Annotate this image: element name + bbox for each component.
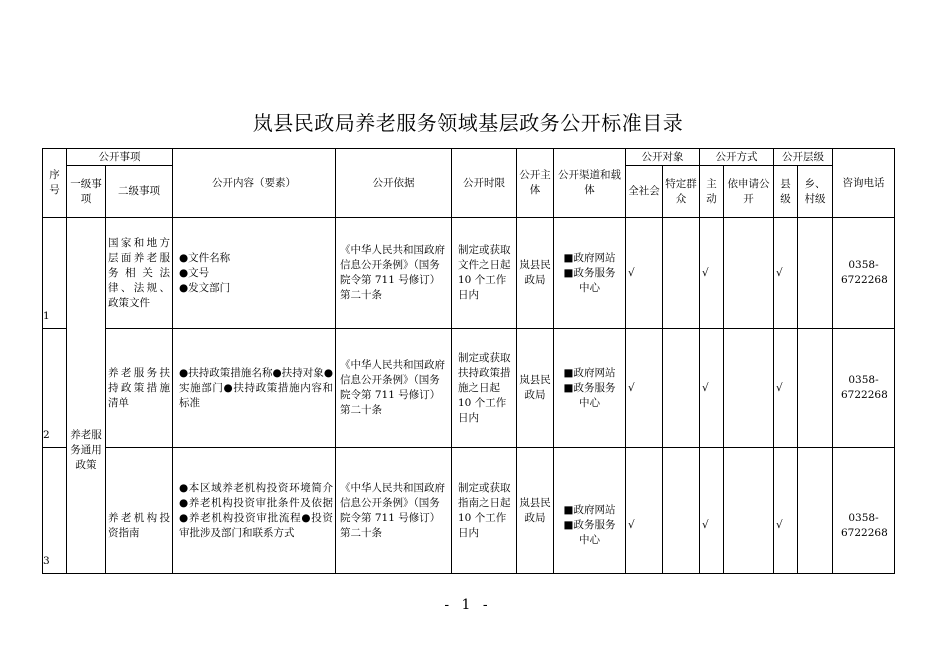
channel-service-center-2: 中心	[579, 534, 600, 546]
header-content: 公开内容（要素）	[173, 149, 336, 218]
row-level-county: √	[774, 329, 798, 448]
row-level-township	[798, 218, 833, 329]
row-method-request	[724, 448, 774, 574]
row-method-active: √	[700, 448, 724, 574]
header-level-township: 乡、村级	[798, 166, 833, 218]
row-method-request	[724, 218, 774, 329]
row-basis: 《中华人民共和国政府信息公开条例》（国务院令第 711 号修订）第二十条	[336, 218, 452, 329]
row-phone: 0358-6722268	[833, 448, 895, 574]
content-item: ●本区域养老机构投资环境简介●养老机构投资审批条件及依据●养老机构投资审批流程●投资审批涉及部门和联系方式	[179, 481, 333, 539]
level1-item: 养老服务通用政策	[67, 218, 106, 574]
row-method-active: √	[700, 329, 724, 448]
header-method-request: 依申请公开	[724, 166, 774, 218]
header-subject: 公开主体	[517, 149, 554, 218]
row-method-active: √	[700, 218, 724, 329]
header-seq: 序号	[43, 149, 67, 218]
channel-service-center: ■政务服务	[563, 381, 616, 394]
row-level2: 养老机构投资指南	[106, 448, 173, 574]
row-level-township	[798, 329, 833, 448]
header-method-active: 主动	[700, 166, 724, 218]
row-timeframe: 制定或获取扶持政策措施之日起 10 个工作日内	[452, 329, 517, 448]
channel-website: ■政府网站	[563, 504, 616, 516]
row-content	[173, 329, 336, 448]
row-level-township	[798, 448, 833, 574]
row-level2: 国家和地方层面养老服务相关法律、法规、政策文件	[106, 218, 173, 329]
row-content	[173, 218, 336, 329]
row-subject: 岚县民政局	[517, 329, 554, 448]
row-target-specific	[663, 218, 700, 329]
table-row	[43, 329, 895, 448]
row-content	[173, 448, 336, 574]
header-channel: 公开渠道和载体	[554, 149, 626, 218]
row-subject: 岚县民政局	[517, 448, 554, 574]
row-target-all: √	[626, 218, 663, 329]
row-level2: 养老服务扶持政策措施清单	[106, 329, 173, 448]
row-basis: 《中华人民共和国政府信息公开条例》（国务院令第 711 号修订）第二十条	[336, 448, 452, 574]
row-basis: 《中华人民共和国政府信息公开条例》（国务院令第 711 号修订）第二十条	[336, 329, 452, 448]
header-target-specific: 特定群众	[663, 166, 700, 218]
page-number: - 1 -	[444, 597, 492, 613]
row-timeframe: 制定或获取指南之日起 10 个工作日内	[452, 448, 517, 574]
content-item: ●文号	[179, 266, 210, 279]
header-target-all: 全社会	[626, 166, 663, 218]
content-item: ●发文部门	[179, 281, 231, 294]
row-channel	[554, 448, 626, 574]
row-phone: 0358-6722268	[833, 329, 895, 448]
content-item: ●文件名称	[179, 251, 231, 264]
content-item: ●扶持政策措施名称●扶持对象●实施部门●扶持政策措施内容和标准	[179, 366, 333, 409]
channel-website: ■政府网站	[563, 251, 616, 264]
channel-website: ■政府网站	[563, 366, 616, 379]
table-row	[43, 218, 895, 329]
disclosure-table	[42, 148, 895, 574]
row-subject: 岚县民政局	[517, 218, 554, 329]
header-item-group: 公开事项	[67, 149, 173, 166]
channel-service-center: ■政务服务	[563, 266, 616, 279]
header-timeframe: 公开时限	[452, 149, 517, 218]
channel-service-center-2: 中心	[579, 281, 600, 294]
row-target-all: √	[626, 329, 663, 448]
row-seq: 1	[43, 218, 67, 329]
row-channel	[554, 218, 626, 329]
row-seq: 3	[43, 448, 67, 574]
row-target-all: √	[626, 448, 663, 574]
row-channel	[554, 329, 626, 448]
header-phone: 咨询电话	[833, 149, 895, 218]
row-level-county: √	[774, 218, 798, 329]
channel-service-center: ■政务服务	[563, 519, 616, 531]
header-level-county: 县级	[774, 166, 798, 218]
header-level2: 二级事项	[106, 166, 173, 218]
row-target-specific	[663, 448, 700, 574]
row-timeframe: 制定或获取文件之日起 10 个工作日内	[452, 218, 517, 329]
row-target-specific	[663, 329, 700, 448]
row-method-request	[724, 329, 774, 448]
row-seq: 2	[43, 329, 67, 448]
channel-service-center-2: 中心	[579, 396, 600, 409]
header-row-1	[43, 149, 895, 166]
row-phone: 0358-6722268	[833, 218, 895, 329]
header-level1: 一级事项	[67, 166, 106, 218]
document-title: 岚县民政局养老服务领域基层政务公开标准目录	[252, 111, 684, 135]
header-level-group: 公开层级	[774, 149, 833, 166]
header-basis: 公开依据	[336, 149, 452, 218]
table-row	[43, 448, 895, 574]
row-level-county: √	[774, 448, 798, 574]
header-target-group: 公开对象	[626, 149, 700, 166]
header-method-group: 公开方式	[700, 149, 774, 166]
